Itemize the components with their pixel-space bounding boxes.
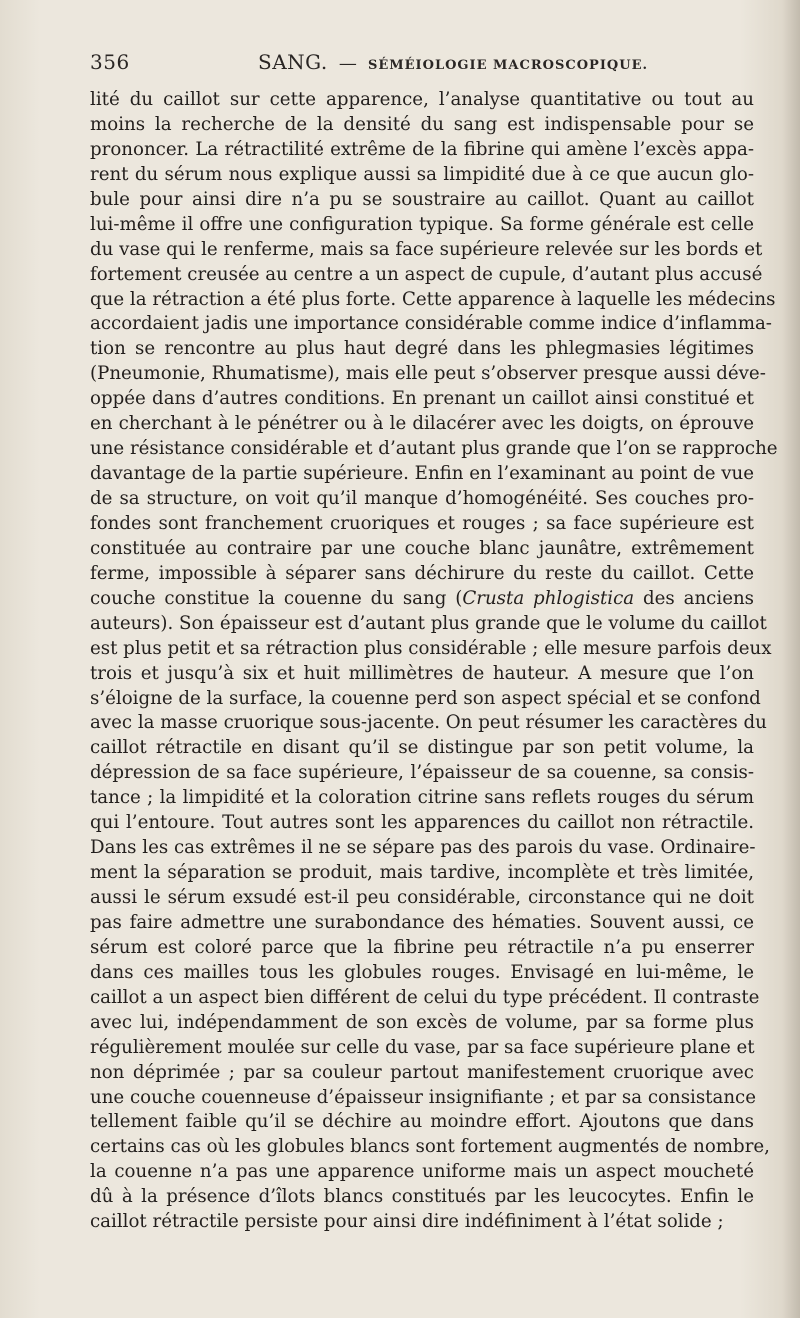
- text-line: qui l’entoure. Tout autres sont les apparences du caillot non rétractile.: [90, 812, 754, 834]
- text-line: auteurs). Son épaisseur est d’autant plus grande que le volume du caillot: [90, 612, 767, 634]
- text-line: trois et jusqu’à six et huit millimètres de hauteur. A mesure que l’on: [90, 662, 754, 684]
- running-head: [90, 50, 754, 80]
- text-line: tance ; la limpidité et la coloration citrine sans reflets rouges du sérum: [90, 787, 754, 809]
- latin-term: Crusta phlogistica: [462, 587, 635, 609]
- section-title: SÉMÉIOLOGIE MACROSCOPIQUE.: [367, 58, 648, 73]
- text-line: pas faire admettre une surabondance des hématies. Souvent aussi, ce: [90, 911, 754, 933]
- text-line: rent du sérum nous explique aussi sa limpidité due à ce que aucun glo-: [90, 163, 754, 185]
- text-line: ment la séparation se produit, mais tardive, incomplète et très limitée,: [90, 862, 754, 884]
- text-line: accordaient jadis une importance considérable comme indice d’inflamma-: [90, 313, 772, 335]
- text-line: (Pneumonie, Rhumatisme), mais elle peut s’observer presque aussi déve-: [90, 363, 766, 385]
- text-line: sérum est coloré parce que la fibrine peu rétractile n’a pu enserrer: [90, 936, 754, 958]
- italic-line-after: des anciens: [634, 587, 754, 609]
- text-line: une résistance considérable et d’autant plus grande que l’on se rapproche: [90, 438, 778, 460]
- text-line: non déprimée ; par sa couleur partout manifestement cruorique avec: [90, 1061, 754, 1083]
- text-line: caillot a un aspect bien différent de celui du type précédent. Il contraste: [90, 986, 760, 1008]
- text-line: avec lui, indépendamment de son excès de volume, par sa forme plus: [90, 1011, 754, 1033]
- text-line: aussi le sérum exsudé est-il peu considérable, circonstance qui ne doit: [90, 887, 754, 908]
- text-line: que la rétraction a été plus forte. Cette apparence à laquelle les médecins: [90, 288, 776, 310]
- text-line: oppée dans d’autres conditions. En prenant un caillot ainsi constitué et: [90, 388, 754, 410]
- page-number: 356: [90, 50, 130, 74]
- text-line: bule pour ainsi dire n’a pu se soustraire au caillot. Quant au caillot: [90, 188, 754, 210]
- text-line: constituée au contraire par une couche blanc jaunâtre, extrêmement: [90, 537, 754, 559]
- text-line: davantage de la partie supérieure. Enfin en l’examinant au point de vue: [90, 463, 754, 485]
- text-line: de sa structure, on voit qu’il manque d’homogénéité. Ses couches pro-: [90, 488, 754, 509]
- text-line: une couche couenneuse d’épaisseur insignifiante ; et par sa consistance: [90, 1086, 756, 1108]
- running-title-dash: —: [338, 53, 357, 74]
- text-line: avec la masse cruorique sous-jacente. On peut résumer les caractères du: [90, 712, 767, 734]
- text-line: tion se rencontre au plus haut degré dans les phlegmasies légitimes: [90, 338, 754, 360]
- text-line: fondes sont franchement cruoriques et rouges ; sa face supérieure est: [90, 512, 754, 534]
- text-line: en cherchant à le pénétrer ou à le dilacérer avec les doigts, on éprouve: [90, 413, 754, 435]
- text-line: prononcer. La rétractilité extrême de la fibrine qui amène l’excès appa-: [90, 138, 754, 160]
- text-line: régulièrement moulée sur celle du vase, par sa face supérieure plane et: [90, 1036, 755, 1058]
- text-line: lité du caillot sur cette apparence, l’analyse quantitative ou tout au: [90, 89, 754, 110]
- text-line: dépression de sa face supérieure, l’épaisseur de sa couenne, sa consis-: [90, 762, 754, 784]
- text-line: du vase qui le renferme, mais sa face supérieure relevée sur les bords et: [90, 238, 763, 260]
- text-line: caillot rétractile en disant qu’il se distingue par son petit volume, la: [90, 737, 754, 759]
- text-line: certains cas où les globules blancs sont fortement augmentés de nombre,: [90, 1136, 770, 1158]
- running-title: [258, 50, 648, 74]
- text-line: lui-même il offre une configuration typique. Sa forme générale est celle: [90, 213, 754, 235]
- body-text: [90, 88, 778, 1235]
- text-line: s’éloigne de la surface, la couenne perd son aspect spécial et se confond: [90, 687, 761, 709]
- text-line: Dans les cas extrêmes il ne se sépare pas des parois du vase. Ordinaire-: [90, 837, 756, 859]
- text-line: fortement creusée au centre a un aspect de cupule, d’autant plus accusé: [90, 263, 763, 285]
- text-line: est plus petit et sa rétraction plus considérable ; elle mesure parfois deux: [90, 637, 772, 659]
- text-line: moins la recherche de la densité du sang est indispensable pour se: [90, 113, 754, 135]
- italic-line-before: couche constitue la couenne du sang (: [90, 587, 463, 609]
- text-line: dans ces mailles tous les globules rouges. Envisagé en lui-même, le: [90, 961, 754, 983]
- page-edge-shadow: [782, 0, 800, 1318]
- text-line: dû à la présence d’îlots blancs constitués par les leucocytes. Enfin le: [90, 1186, 754, 1208]
- text-line: caillot rétractile persiste pour ainsi dire indéfiniment à l’état solide ;: [90, 1211, 724, 1233]
- text-line: tellement faible qu’il se déchire au moindre effort. Ajoutons que dans: [90, 1111, 754, 1133]
- text-line: la couenne n’a pas une apparence uniforme mais un aspect moucheté: [90, 1161, 754, 1183]
- text-line: ferme, impossible à séparer sans déchirure du reste du caillot. Cette: [90, 562, 754, 584]
- running-title-sang: SANG.: [258, 50, 328, 74]
- text-line-with-italic: [90, 587, 754, 612]
